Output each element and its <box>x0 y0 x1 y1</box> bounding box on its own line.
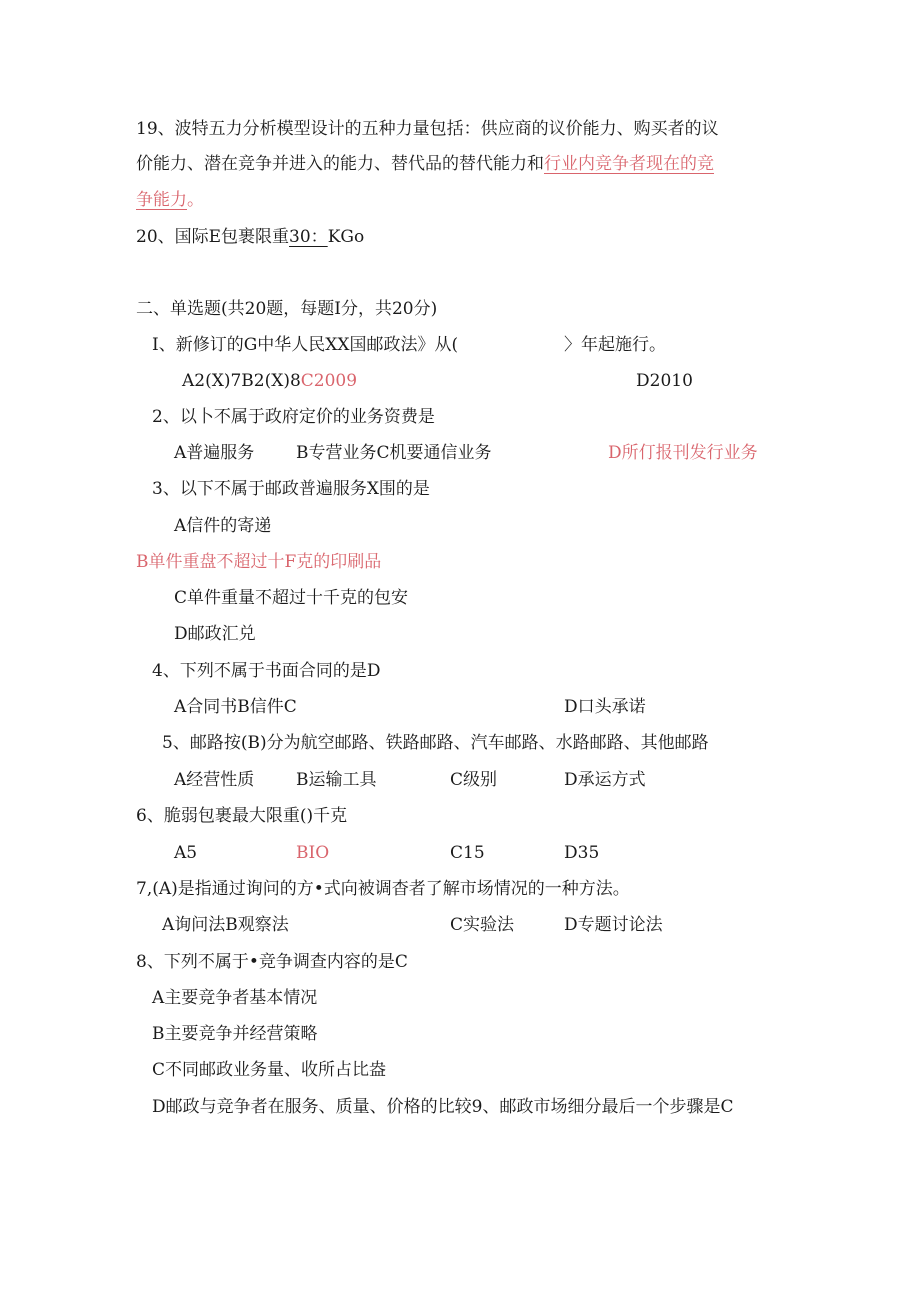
mc-q4-option-d: D口头承诺 <box>564 697 646 717</box>
mc-q3-option-d: D邮政汇兑 <box>174 624 256 644</box>
mc-q2-stem: 2、以卜不属于政府定价的业务资费是 <box>152 407 435 427</box>
mc-q6-option-a: A5 <box>174 843 198 863</box>
mc-q5-option-a: A经营性质 <box>174 770 255 790</box>
mc-q7-stem: 7,(A)是指通过询问的方•式向被调杳者了解市场情况的一种方法。 <box>136 879 630 899</box>
section-2-heading: 二、单选题(共20题，每题I分，共20分) <box>136 299 438 319</box>
mc-q1-stem-b: 〉年起施行。 <box>564 335 666 355</box>
q20-suffix: KGo <box>327 227 365 247</box>
q19-line-2-text: 价能力、潜在竞争并进入的能力、替代品的替代能力和 <box>136 154 544 174</box>
mc-q8-option-d-and-q9: D邮政与竞争者在服务、质量、价格的比较9、邮政市场细分最后一个步骤是C <box>152 1097 734 1117</box>
q19-line-3 <box>136 189 204 211</box>
mc-q7-option-ab: A询问法B观察法 <box>162 915 289 935</box>
mc-q3-stem: 3、以下不属于邮政普遍服务X围的是 <box>152 479 430 499</box>
mc-q6-stem: 6、脆弱包裹最大限重()千克 <box>136 806 348 826</box>
mc-q1-stem-a: I、新修订的G中华人民XX国邮政法》从( <box>152 335 459 355</box>
mc-q1-option-ab: A2(X)7B2(X)8 <box>182 371 301 391</box>
mc-q5-option-d: D承运方式 <box>564 770 646 790</box>
mc-q8-option-a: A主要竞争者基本情况 <box>152 988 318 1008</box>
q20-line <box>136 226 364 248</box>
mc-q4-option-abc: A合同书B信件C <box>174 697 297 717</box>
mc-q8-option-c: C不同邮政业务量、收所占比盎 <box>152 1060 387 1080</box>
mc-q6-option-c: C15 <box>450 843 485 863</box>
mc-q8-option-b: B主要竞争并经营策略 <box>152 1024 318 1044</box>
mc-q2-option-bc: B专营业务C机要通信业务 <box>296 443 492 463</box>
q19-line-2 <box>136 153 714 175</box>
mc-q2-option-d: D所仃报刊发行业务 <box>608 443 758 463</box>
mc-q3-option-a: A信件的寄递 <box>174 516 272 536</box>
q20-prefix: 20、国际E包裹限重 <box>136 227 290 247</box>
q19-line-3-end: 。 <box>187 190 204 210</box>
mc-q3-option-c: C单件重量不超过十千克的包安 <box>174 588 409 608</box>
mc-q1-option-d: D2010 <box>636 371 693 391</box>
mc-q8-stem: 8、下列不属于•竞争调查内容的是C <box>136 952 408 972</box>
q20-answer: 30： <box>289 227 328 247</box>
mc-q5-option-b: B运输工具 <box>296 770 377 790</box>
mc-q1-option-c: C2009 <box>300 371 358 391</box>
mc-q6-option-d: D35 <box>564 843 600 863</box>
mc-q6-option-b: BIO <box>296 843 330 863</box>
mc-q2-option-a: A普遍服务 <box>174 443 255 463</box>
q19-answer-part-1: 行业内竞争者现在的竞 <box>544 154 714 174</box>
mc-q5-stem: 5、邮路按(B)分为航空邮路、铁路邮路、汽车邮路、水路邮路、其他邮路 <box>162 733 709 753</box>
mc-q3-option-b: B单件重盘不超过十F克的印刷品 <box>136 552 382 572</box>
mc-q1-options-ab <box>182 370 357 392</box>
q19-answer-part-2: 争能力 <box>136 190 187 210</box>
mc-q7-option-d: D专题讨论法 <box>564 915 663 935</box>
mc-q4-stem: 4、下列不属于书面合同的是D <box>152 661 381 681</box>
q19-line-1: 19、波特五力分析模型设计的五种力量包括：供应商的议价能力、购买者的议 <box>136 119 719 139</box>
mc-q7-option-c: C实验法 <box>450 915 515 935</box>
mc-q5-option-c: C级别 <box>450 770 498 790</box>
